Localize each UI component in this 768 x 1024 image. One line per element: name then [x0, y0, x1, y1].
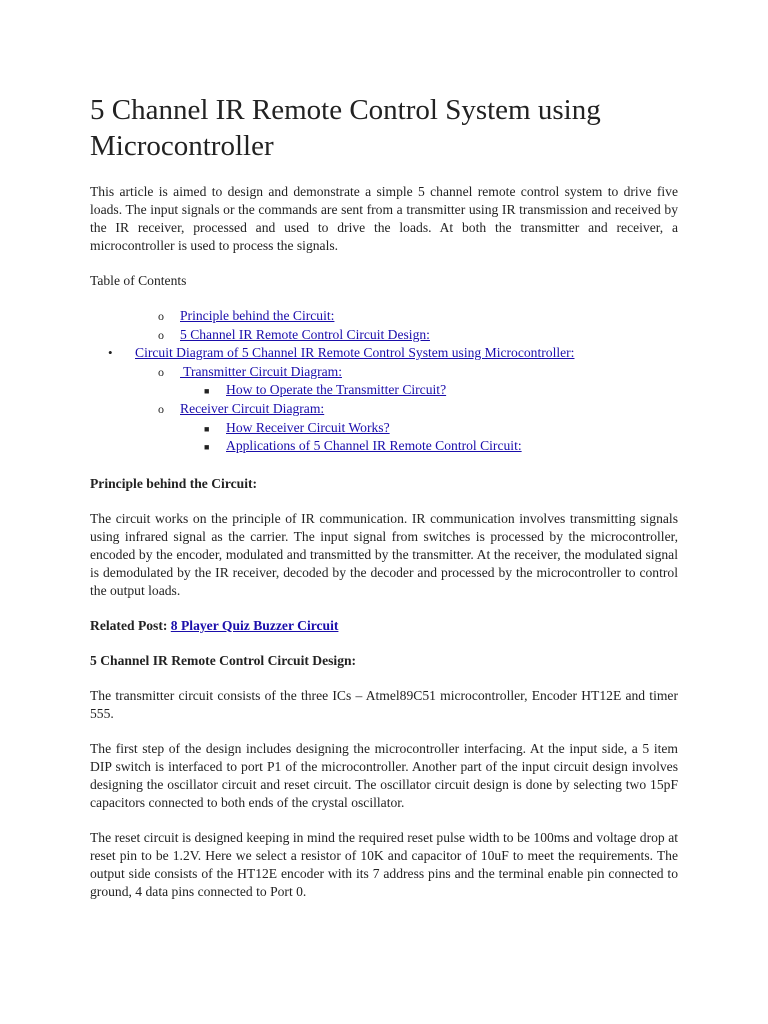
toc-item: [90, 419, 678, 438]
square-bullet-icon: ■: [204, 386, 210, 397]
toc-item: [90, 307, 678, 326]
toc-item: [90, 363, 678, 382]
toc-link-transmitter-diagram[interactable]: Transmitter Circuit Diagram:: [180, 363, 342, 379]
section-heading-principle: Principle behind the Circuit:: [90, 475, 258, 491]
principle-paragraph: The circuit works on the principle of IR communication. IR communication involves transmitting signals using infrared signal as the carrier. The input signal from switches is processed by the microcontroller, encoded by the encoder, modulated and transmitted by the transmitter. At the receiver, the modulated signal is demodulated by the IR receiver, decoded by the decoder and processed by the microcontroller to control the output loads.: [90, 510, 678, 598]
design-paragraph-2: The first step of the design includes designing the microcontroller interfacing. At the input side, a 5 item DIP switch is interfaced to port P1 of the microcontroller. Another part of the input circuit design involves designing the oscillator circuit and reset circuit. The oscillator circuit design is done by selecting two 15pF capacitors connected to both ends of the crystal oscillator.: [90, 740, 678, 810]
circle-bullet-icon: o: [158, 364, 164, 379]
toc-item: [90, 437, 678, 456]
circle-bullet-icon: o: [158, 327, 164, 342]
article-title: 5 Channel IR Remote Control System using Microcontroller: [90, 94, 601, 162]
toc-link-principle[interactable]: Principle behind the Circuit:: [180, 308, 335, 323]
toc-link-applications[interactable]: Applications of 5 Channel IR Remote Control Circuit:: [226, 438, 522, 454]
disc-bullet-icon: •: [108, 345, 113, 361]
circle-bullet-icon: o: [158, 401, 164, 416]
related-post: [90, 617, 678, 635]
square-bullet-icon: ■: [204, 423, 210, 434]
toc-link-design[interactable]: 5 Channel IR Remote Control Circuit Design:: [180, 326, 430, 342]
toc-link-receiver-diagram[interactable]: Receiver Circuit Diagram:: [180, 400, 325, 416]
design-paragraph-3: The reset circuit is designed keeping in mind the required reset pulse width to be 100ms and voltage drop at reset pin to be 1.2V. Here we select a resistor of 10K and capacitor of 10uF to meet the requirements. The output side consists of the HT12E encoder with its 7 address pins and the terminal enable pin connected to ground, 4 data pins connected to Port 0.: [90, 829, 678, 899]
square-bullet-icon: ■: [204, 442, 210, 453]
toc-link-circuit-diagram[interactable]: Circuit Diagram of 5 Channel IR Remote Control System using Microcontroller:: [135, 345, 575, 361]
related-post-link[interactable]: 8 Player Quiz Buzzer Circuit: [170, 617, 339, 633]
circle-bullet-icon: o: [158, 309, 164, 323]
toc-item: [90, 326, 678, 345]
table-of-contents: [90, 307, 678, 456]
toc-item: [90, 400, 678, 419]
article: [90, 92, 678, 918]
toc-item: [90, 344, 678, 363]
related-post-label: Related Post:: [90, 617, 168, 633]
design-paragraph-1: The transmitter circuit consists of the three ICs – Atmel89C51 microcontroller, Encoder HT12E and timer 555.: [90, 687, 678, 721]
toc-item: [90, 381, 678, 400]
section-heading-design: 5 Channel IR Remote Control Circuit Design:: [90, 652, 357, 668]
toc-link-operate-transmitter[interactable]: How to Operate the Transmitter Circuit?: [226, 382, 447, 398]
toc-label: Table of Contents: [90, 273, 187, 288]
intro-paragraph: This article is aimed to design and demonstrate a simple 5 channel remote control system to drive five loads. The input signals or the commands are sent from a transmitter using IR transmission and received by the IR receiver, processed and used to drive the loads. At both the transmitter and receiver, a microcontroller is used to process the signals.: [90, 184, 678, 253]
toc-link-receiver-works[interactable]: How Receiver Circuit Works?: [226, 419, 390, 435]
